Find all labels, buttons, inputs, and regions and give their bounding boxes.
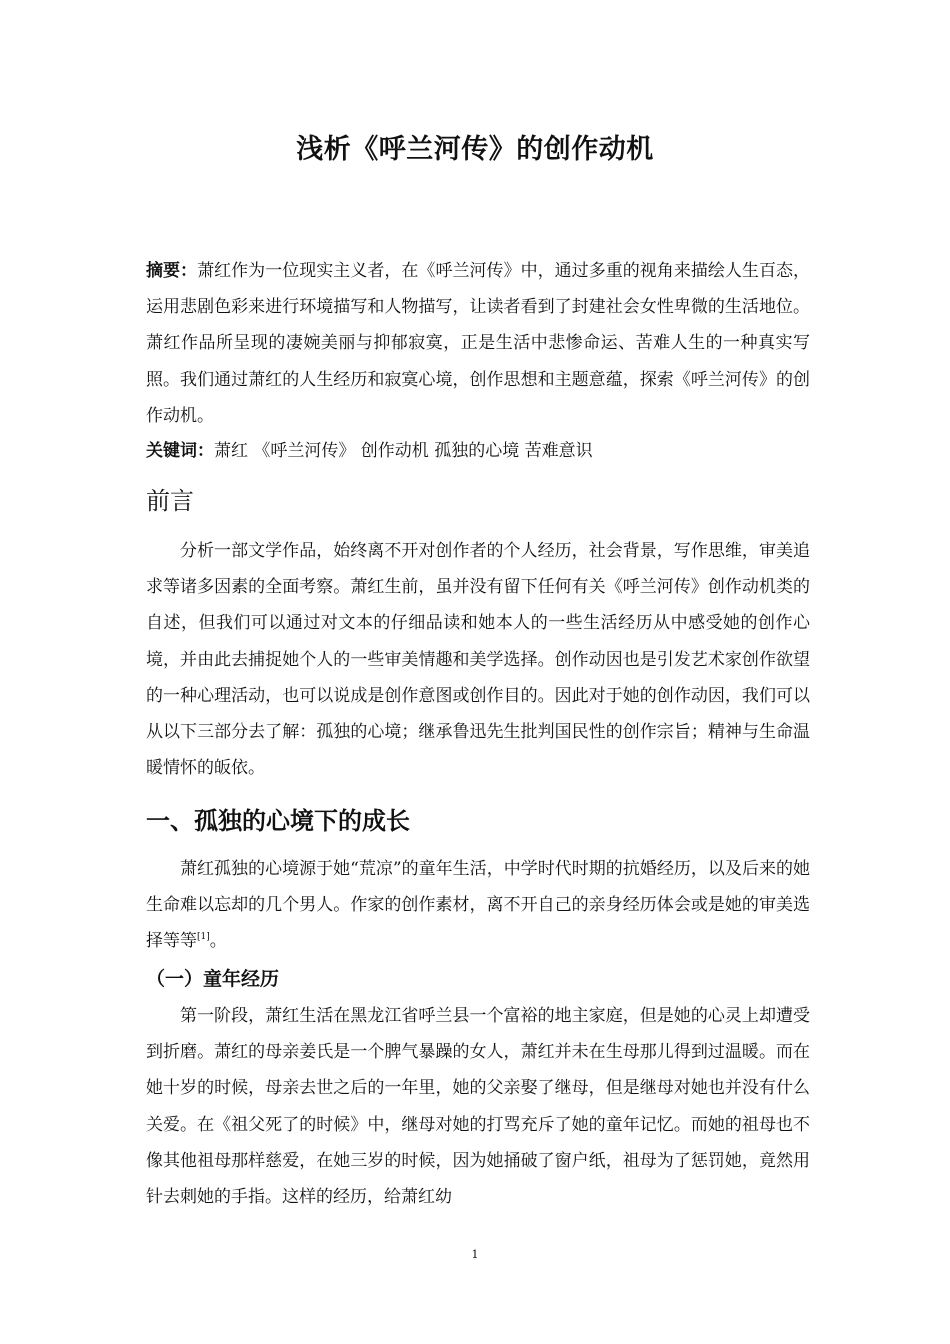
abstract-label: 摘要：	[146, 261, 198, 281]
keywords-text: 萧红 《呼兰河传》 创作动机 孤独的心境 苦难意识	[214, 441, 593, 461]
section-1-heading: 一、孤独的心境下的成长	[146, 807, 410, 835]
section-1-paragraph	[146, 851, 810, 960]
paper-title: 浅析《呼兰河传》的创作动机	[296, 134, 654, 165]
section-1-text: 萧红孤独的心境源于她“荒凉”的童年生活，中学时代时期的抗婚经历，以及后来的她生命难以忘却的几个男人。作家的创作素材，离不开自己的亲身经历体会或是她的审美选择等等	[146, 859, 810, 952]
keywords-label: 关键词：	[146, 441, 214, 461]
preface-heading: 前言	[146, 487, 194, 515]
preface-paragraph: 分析一部文学作品，始终离不开对创作者的个人经历，社会背景，写作思维，审美追求等诸多因素的全面考察。萧红生前，虽并没有留下任何有关《呼兰河传》创作动机类的自述，但我们可以通过对文本的仔细品读和她本人的一些生活经历从中感受她的创作心境，并由此去捕捉她个人的一些审美情趣和美学选择。创作动因也是引发艺术家创作欲望的一种心理活动，也可以说成是创作意图或创作目的。因此对于她的创作动因，我们可以从以下三部分去了解：孤独的心境；继承鲁迅先生批判国民性的创作宗旨；精神与生命温暖情怀的皈依。	[146, 541, 810, 779]
abstract	[146, 253, 810, 434]
page-number: 1	[471, 1248, 479, 1261]
citation-ref[interactable]: [1]	[197, 932, 210, 943]
abstract-text: 萧红作为一位现实主义者，在《呼兰河传》中，通过多重的视角来描绘人生百态，运用悲剧色彩来进行环境描写和人物描写，让读者看到了封建社会女性卑微的生活地位。萧红作品所呈现的凄婉美丽与抑郁寂寞，正是生活中悲惨命运、苦难人生的一种真实写照。我们通过萧红的人生经历和寂寞心境，创作思想和主题意蕴，探索《呼兰河传》的创作动机。	[146, 261, 811, 426]
subsection-1-paragraph: 第一阶段，萧红生活在黑龙江省呼兰县一个富裕的地主家庭，但是她的心灵上却遭受到折磨。萧红的母亲姜氏是一个脾气暴躁的女人，萧红并未在生母那儿得到过温暖。而在她十岁的时候，母亲去世之后的一年里，她的父亲娶了继母，但是继母对她也并没有什么关爱。在《祖父死了的时候》中，继母对她的打骂充斥了她的童年记忆。而她的祖母也不像其他祖母那样慈爱，在她三岁的时候，因为她捅破了窗户纸，祖母为了惩罚她，竟然用针去刺她的手指。这样的经历，给萧红幼	[146, 1006, 810, 1208]
keywords	[146, 435, 810, 467]
subsection-1-heading: （一）童年经历	[146, 968, 280, 990]
section-1-text-end: 。	[209, 931, 227, 952]
